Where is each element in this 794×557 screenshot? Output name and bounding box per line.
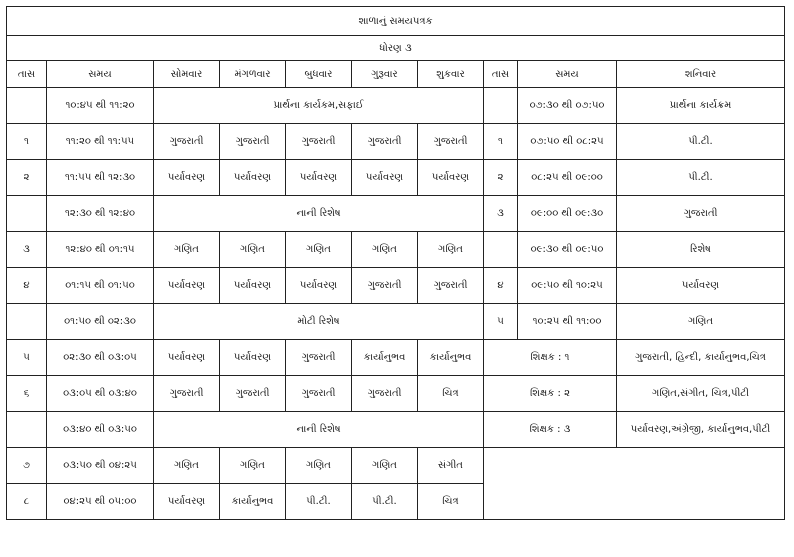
period-cell xyxy=(7,88,47,124)
header-time: સમય xyxy=(47,61,154,88)
header-sat-period: તાસ xyxy=(484,61,518,88)
subject-cell: પર્યાવરણ xyxy=(220,340,286,376)
sat-time-cell: ૦૯:૩૦ થી ૦૯:૫૦ xyxy=(518,232,617,268)
time-cell: ૧૨:૩૦ થી ૧૨:૪૦ xyxy=(47,196,154,232)
sat-period-cell: ૩ xyxy=(484,196,518,232)
subject-cell: સંગીત xyxy=(418,448,484,484)
subject-cell: પર્યાવરણ xyxy=(220,268,286,304)
subject-cell: ગુજરાતી xyxy=(418,124,484,160)
sat-time-cell: ૦૭:૫૦ થી ૦૮:૨૫ xyxy=(518,124,617,160)
period-cell: ૧ xyxy=(7,124,47,160)
header-friday: શુકવાર xyxy=(418,61,484,88)
header-saturday: શનિવાર xyxy=(617,61,785,88)
standard-label: ધોરણ ૩ xyxy=(7,36,785,61)
subject-cell: પર્યાવરણ xyxy=(352,160,418,196)
subject-cell: ગુજરાતી xyxy=(418,268,484,304)
subject-cell: પી.ટી. xyxy=(352,484,418,520)
period-cell: ૮ xyxy=(7,484,47,520)
header-sat-time: સમય xyxy=(518,61,617,88)
subject-cell: પર્યાવરણ xyxy=(286,160,352,196)
period-cell: ૪ xyxy=(7,268,47,304)
merged-cell: નાની રિશેષ xyxy=(154,412,484,448)
sat-time-cell: ૦૭:૩૦ થી ૦૭:૫૦ xyxy=(518,88,617,124)
subject-cell: પર્યાવરણ xyxy=(220,160,286,196)
subject-cell: ગણિત xyxy=(154,448,220,484)
time-cell: ૦૩:૦૫ થી ૦૩:૪૦ xyxy=(47,376,154,412)
time-cell: ૧૦:૪૫ થી ૧૧:૨૦ xyxy=(47,88,154,124)
timetable xyxy=(6,6,785,520)
subject-cell: ગુજરાતી xyxy=(352,124,418,160)
sat-time-cell: ૧૦:૨૫ થી ૧૧:૦૦ xyxy=(518,304,617,340)
table-row xyxy=(7,448,785,484)
period-cell: ૨ xyxy=(7,160,47,196)
time-cell: ૧૧:૫૫ થી ૧૨:૩૦ xyxy=(47,160,154,196)
subject-cell: ગણિત xyxy=(220,448,286,484)
subject-cell: ગુજરાતી xyxy=(220,124,286,160)
time-cell: ૦૪:૨૫ થી ૦૫:૦૦ xyxy=(47,484,154,520)
table-row xyxy=(7,232,785,268)
sat-period-cell: ૧ xyxy=(484,124,518,160)
teacher-subjects: પર્યાવરણ,અંગ્રેજી, કાર્યાનુભવ,પીટી xyxy=(617,412,785,448)
sat-subject-cell: રિશેષ xyxy=(617,232,785,268)
subject-cell: ગુજરાતી xyxy=(154,124,220,160)
subject-cell: કાર્યાનુભવ xyxy=(352,340,418,376)
sat-time-cell: ૦૯:૦૦ થી ૦૯:૩૦ xyxy=(518,196,617,232)
header-monday: સોમવાર xyxy=(154,61,220,88)
time-cell: ૧૧:૨૦ થી ૧૧:૫૫ xyxy=(47,124,154,160)
subject-cell: પર્યાવરણ xyxy=(154,160,220,196)
period-cell: ૭ xyxy=(7,448,47,484)
period-cell: ૩ xyxy=(7,232,47,268)
sat-period-cell: ૫ xyxy=(484,304,518,340)
subject-cell: ગુજરાતી xyxy=(286,376,352,412)
subject-cell: ચિત્ર xyxy=(418,484,484,520)
table-row xyxy=(7,88,785,124)
sat-period-cell xyxy=(484,232,518,268)
subject-cell: ચિત્ર xyxy=(418,376,484,412)
header-thursday: ગુરૂવાર xyxy=(352,61,418,88)
period-cell: ૬ xyxy=(7,376,47,412)
subject-cell: ગણિત xyxy=(352,232,418,268)
sat-subject-cell: ગણિત xyxy=(617,304,785,340)
subject-cell: પર્યાવરણ xyxy=(154,340,220,376)
subject-cell: ગણિત xyxy=(418,232,484,268)
sat-period-cell xyxy=(484,88,518,124)
subject-cell: પી.ટી. xyxy=(286,484,352,520)
merged-cell: પ્રાર્થના કાર્યકમ,સફાઈ xyxy=(154,88,484,124)
time-cell: ૦૩:૪૦ થી ૦૩:૫૦ xyxy=(47,412,154,448)
subject-cell: ગણિત xyxy=(352,448,418,484)
period-cell xyxy=(7,412,47,448)
sat-time-cell: ૦૯:૫૦ થી ૧૦:૨૫ xyxy=(518,268,617,304)
sat-subject-cell: પર્યાવરણ xyxy=(617,268,785,304)
teacher-subjects: ગણિત,સંગીત, ચિત્ર,પીટી xyxy=(617,376,785,412)
table-row xyxy=(7,340,785,376)
empty-cell xyxy=(484,448,785,520)
page-title: શાળાનું સમયપત્રક xyxy=(7,7,785,36)
subject-cell: ગણિત xyxy=(286,448,352,484)
subject-cell: પર્યાવરણ xyxy=(286,268,352,304)
period-cell xyxy=(7,196,47,232)
teacher-subjects: ગુજરાતી, હિન્દી, કાર્યાનુભવ,ચિત્ર xyxy=(617,340,785,376)
table-row xyxy=(7,376,785,412)
sat-time-cell: ૦૮:૨૫ થી ૦૯:૦૦ xyxy=(518,160,617,196)
subject-cell: ગણિત xyxy=(286,232,352,268)
merged-cell: મોટી રિશેષ xyxy=(154,304,484,340)
subject-cell: ગણિત xyxy=(220,232,286,268)
subject-cell: કાર્યાનુભવ xyxy=(220,484,286,520)
table-row xyxy=(7,124,785,160)
table-row xyxy=(7,268,785,304)
merged-cell: નાની રિશેષ xyxy=(154,196,484,232)
subject-cell: ગુજરાતી xyxy=(286,340,352,376)
time-cell: ૦૧:૧૫ થી ૦૧:૫૦ xyxy=(47,268,154,304)
subject-cell: પર્યાવરણ xyxy=(418,160,484,196)
subject-cell: કાર્યાનુભવ xyxy=(418,340,484,376)
header-tuesday: મંગળવાર xyxy=(220,61,286,88)
subject-cell: ગુજરાતી xyxy=(154,376,220,412)
subject-cell: ગુજરાતી xyxy=(352,268,418,304)
subject-cell: ગુજરાતી xyxy=(286,124,352,160)
table-row xyxy=(7,160,785,196)
header-period: તાસ xyxy=(7,61,47,88)
header-wednesday: બુધવાર xyxy=(286,61,352,88)
teacher-label: શિક્ષક : ૩ xyxy=(484,412,617,448)
time-cell: ૦૩:૫૦ થી ૦૪:૨૫ xyxy=(47,448,154,484)
table-row xyxy=(7,196,785,232)
sat-subject-cell: પી.ટી. xyxy=(617,160,785,196)
period-cell xyxy=(7,304,47,340)
teacher-label: શિક્ષક : ૧ xyxy=(484,340,617,376)
teacher-label: શિક્ષક : ૨ xyxy=(484,376,617,412)
subject-cell: ગણિત xyxy=(154,232,220,268)
sat-period-cell: ૪ xyxy=(484,268,518,304)
subject-cell: પર્યાવરણ xyxy=(154,484,220,520)
table-row xyxy=(7,412,785,448)
sat-period-cell: ૨ xyxy=(484,160,518,196)
subject-cell: ગુજરાતી xyxy=(352,376,418,412)
sat-subject-cell: પ્રાર્થના કાર્યક્રમ xyxy=(617,88,785,124)
subject-cell: ગુજરાતી xyxy=(220,376,286,412)
time-cell: ૧૨:૪૦ થી ૦૧:૧૫ xyxy=(47,232,154,268)
time-cell: ૦૨:૩૦ થી ૦૩:૦૫ xyxy=(47,340,154,376)
table-row xyxy=(7,304,785,340)
subject-cell: પર્યાવરણ xyxy=(154,268,220,304)
sat-subject-cell: ગુજરાતી xyxy=(617,196,785,232)
sat-subject-cell: પી.ટી. xyxy=(617,124,785,160)
time-cell: ૦૧:૫૦ થી ૦૨:૩૦ xyxy=(47,304,154,340)
header-row xyxy=(7,61,785,88)
period-cell: ૫ xyxy=(7,340,47,376)
